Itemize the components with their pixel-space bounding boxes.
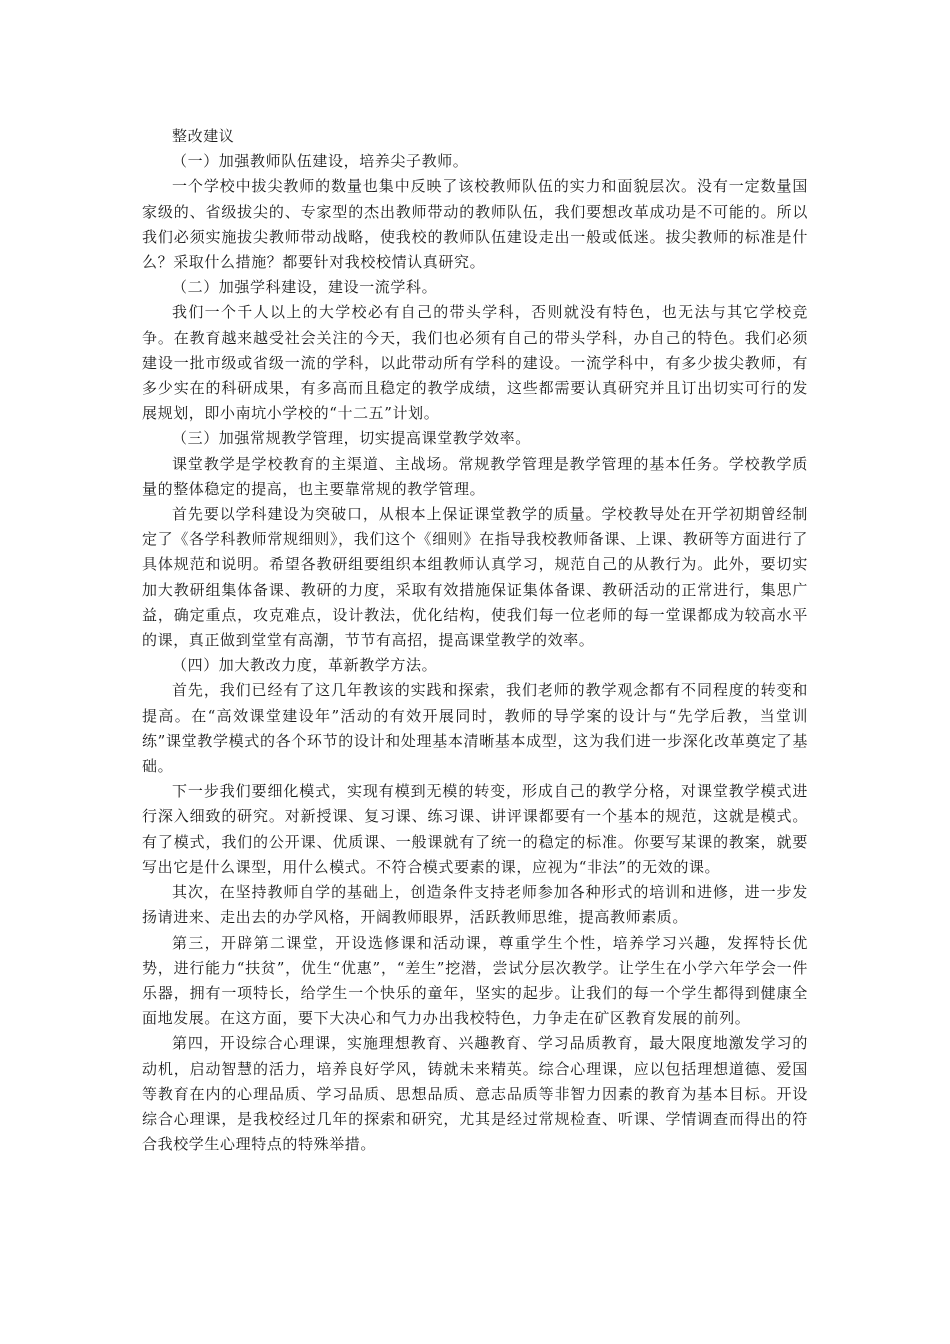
body-paragraph: 下一步我们要细化模式，实现有模到无模的转变，形成自己的教学分格，对课堂教学模式进行深入细致的研究。对新授课、复习课、练习课、讲评课都要有一个基本的规范，这就是模式。有了模式，我们的公开课、优质课、一般课就有了统一的稳定的标准。你要写某课的教案，就要写出它是什么课型，用什么模式。不符合模式要素的课，应视为“非法”的无效的课。 bbox=[142, 782, 808, 876]
body-paragraph: 首先要以学科建设为突破口，从根本上保证课堂教学的质量。学校教导处在开学初期曾经制定了《各学科教师常规细则》，我们这个《细则》在指导我校教师备课、上课、教研等方面进行了具体规范和说明。希望各教研组要组织本组教师认真学习，规范自己的从教行为。此外，要切实加大教研组集体备课、教研的力度，采取有效措施保证集体备课、教研活动的正常进行，集思广益，确定重点，攻克难点，设计教法，优化结构，使我们每一位老师的每一堂课都成为较高水平的课，真正做到堂堂有高潮，节节有高招，提高课堂教学的效率。 bbox=[142, 505, 808, 650]
body-paragraph: 首先，我们已经有了这几年教该的实践和探索，我们老师的教学观念都有不同程度的转变和提高。在“高效课堂建设年”活动的有效开展同时，教师的导学案的设计与“先学后教，当堂训练”课堂教学模式的各个环节的设计和处理基本清晰基本成型，这为我们进一步深化改革奠定了基础。 bbox=[142, 681, 808, 776]
section-heading-3: （三）加强常规教学管理，切实提高课堂教学效率。 bbox=[172, 429, 531, 448]
body-paragraph: 第三，开辟第二课堂，开设选修课和活动课，尊重学生个性，培养学习兴趣，发挥特长优势，进行能力“扶贫”，优生“优惠”，“差生”挖潜，尝试分层次教学。让学生在小学六年学会一件乐器，拥有一项特长，给学生一个快乐的童年，坚实的起步。让我们的每一个学生都得到健康全面地发展。在这方面，要下大决心和气力办出我校特色，力争走在矿区教育发展的前列。 bbox=[142, 933, 808, 1028]
section-heading-2: （二）加强学科建设，建设一流学科。 bbox=[172, 278, 438, 297]
document-title: 整改建议 bbox=[172, 127, 235, 145]
body-paragraph: 第四，开设综合心理课，实施理想教育、兴趣教育、学习品质教育，最大限度地激发学习的动机，启动智慧的活力，培养良好学风，铸就未来精英。综合心理课，应以包括理想道德、爱国等教育在内的心理品质、学习品质、思想品质、意志品质等非智力因素的教育为基本目标。开设综合心理课，是我校经过几年的探索和研究，尤其是经过常规检查、听课、学情调查而得出的符合我校学生心理特点的特殊举措。 bbox=[142, 1034, 808, 1154]
body-paragraph: 一个学校中拔尖教师的数量也集中反映了该校教师队伍的实力和面貌层次。没有一定数量国家级的、省级拔尖的、专家型的杰出教师带动的教师队伍，我们要想改革成功是不可能的。所以我们必须实施拔尖教师带动战略，使我校的教师队伍建设走出一般或低迷。拔尖教师的标准是什么？采取什么措施？都要针对我校校情认真研究。 bbox=[142, 177, 808, 272]
document-page bbox=[142, 124, 808, 1157]
body-paragraph: 其次，在坚持教师自学的基础上，创造条件支持老师参加各种形式的培训和进修，进一步发扬请进来、走出去的办学风格，开阔教师眼界，活跃教师思维，提高教师素质。 bbox=[142, 883, 808, 927]
body-paragraph: 我们一个千人以上的大学校必有自己的带头学科，否则就没有特色，也无法与其它学校竞争。在教育越来越受社会关注的今天，我们也必须有自己的带头学科，办自己的特色。我们必须建设一批市级或省级一流的学科，以此带动所有学科的建设。一流学科中，有多少拔尖教师，有多少实在的科研成果，有多高而且稳定的教学成绩，这些都需要认真研究并且订出切实可行的发展规划，即小南坑小学校的“十二五”计划。 bbox=[142, 303, 808, 423]
section-heading-1: （一）加强教师队伍建设，培养尖子教师。 bbox=[172, 152, 469, 171]
body-paragraph: 课堂教学是学校教育的主渠道、主战场。常规教学管理是教学管理的基本任务。学校教学质量的整体稳定的提高，也主要靠常规的教学管理。 bbox=[142, 454, 808, 498]
section-heading-4: （四）加大教改力度，革新教学方法。 bbox=[172, 656, 438, 675]
